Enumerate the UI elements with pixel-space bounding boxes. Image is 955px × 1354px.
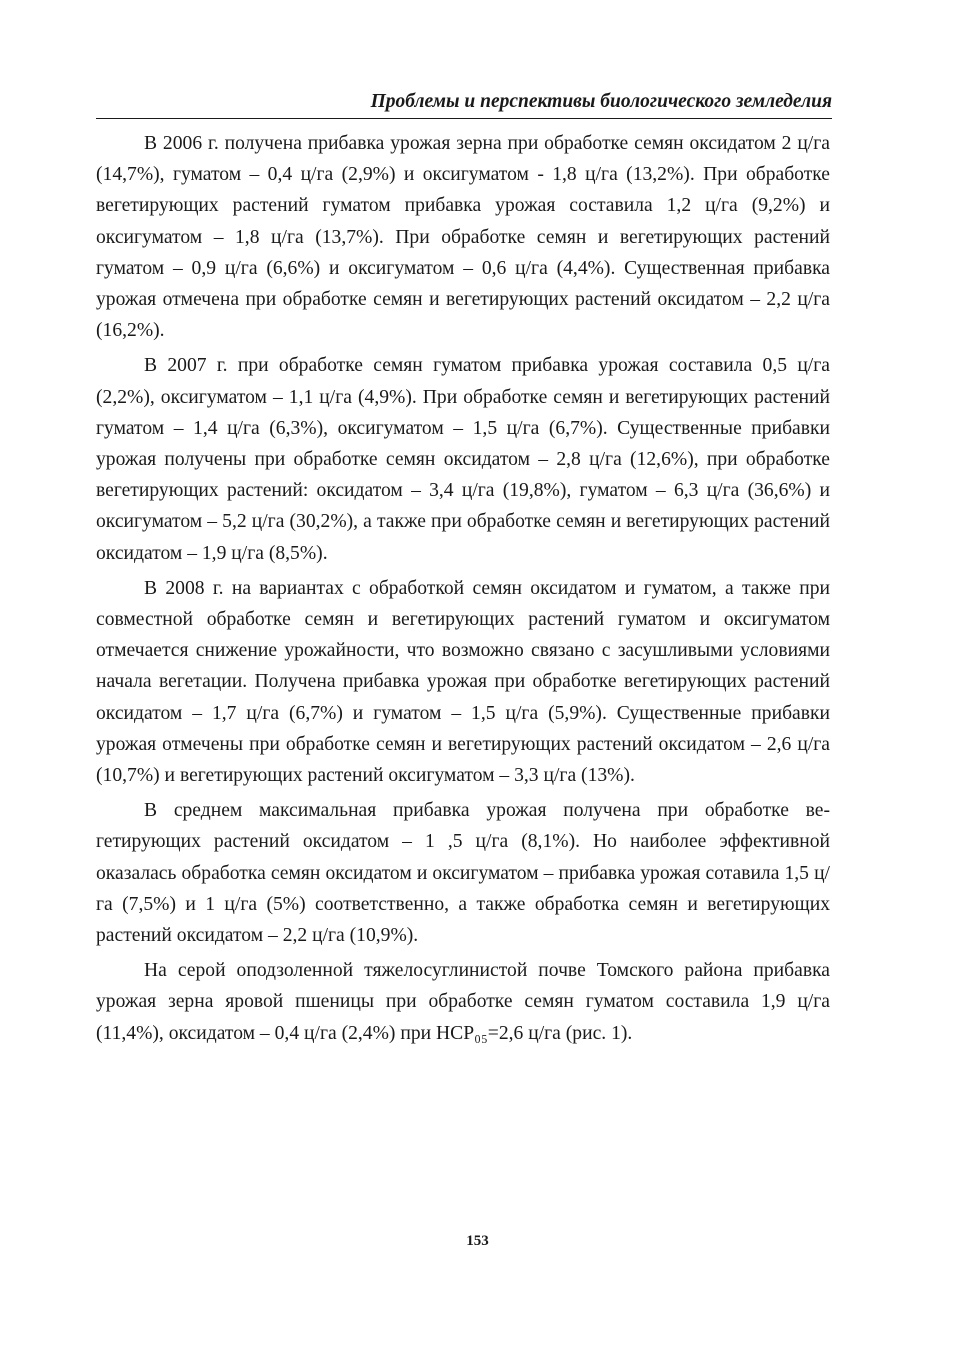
page-number: 153 bbox=[466, 1233, 489, 1249]
paragraph-tomsk: На серой оподзоленной тяжелосуглинистой почве Томского района прибавка урожая зерна яровой пшеницы при обработке семян гуматом составила 1,9 ц/га (11,4%), оксидатом – 0,4 ц/га (2,4%) при НСР₀₅=2,6 ц/га (рис. 1). bbox=[96, 960, 830, 1044]
paragraph-2006: В 2006 г. получена прибавка урожая зерна при обработке семян оксидатом 2 ц/га (14,7%), гуматом – 0,4 ц/га (2,9%) и оксигуматом - 1,8 ц/га (13,2%). При обработке вегетирующих растений гуматом прибавка урожая составила 1,2 ц/га (9,2%) и оксигуматом – 1,8 ц/га (13,7%). При обработке семян и вегетирующих растений гуматом – 0,9 ц/га (6,6%) и оксигуматом – 0,6 ц/га (4,4%). Существенная прибавка урожая отмечена при обработке семян и вегетирующих растений оксидатом – 2,2 ц/га (16,2%). bbox=[96, 133, 830, 342]
body-text bbox=[96, 128, 830, 1053]
paragraph-2008: В 2008 г. на вариантах с обработкой семян оксидатом и гуматом, а также при совместной обработке семян и вегетирующих растений гуматом и оксигуматом отмечается снижение урожайности, что возможно связано с засушливыми условиями начала вегетации. Получена прибавка урожая при обработке вегетирующих растений оксидатом – 1,7 ц/га (6,7%) и гуматом – 1,5 ц/га (5,9%). Существенные прибавки урожая отмечены при обработке семян и вегетирующих растений оксидатом – 2,6 ц/га (10,7%) и вегетирующих растений оксигуматом – 3,3 ц/га (13%). bbox=[96, 577, 830, 787]
running-header: Проблемы и перспективы биологического земледелия bbox=[96, 90, 832, 119]
paragraph-average: В среднем максимальная прибавка урожая получена при обработке вегетирующих растений оксидатом – 1 ,5 ц/га (8,1%). Но наиболее эффективной оказалась обработка семян оксидатом и оксигуматом – прибавка урожая сотавила 1,5 ц/га (7,5%) и 1 ц/га (5%) соответственно, а также обработка семян и вегетирующих растений оксидатом – 2,2 ц/га (10,9%). bbox=[96, 800, 830, 947]
paragraph-2007: В 2007 г. при обработке семян гуматом прибавка урожая составила 0,5 ц/га (2,2%), оксигуматом – 1,1 ц/га (4,9%). При обработке семян и вегетирующих растений гуматом – 1,4 ц/га (6,3%), оксигуматом – 1,5 ц/га (6,7%). Существенные прибавки урожая получены при обработке семян оксидатом – 2,8 ц/га (12,6%), при обработке вегетирующих растений: оксидатом – 3,4 ц/га (19,8%), гуматом – 6,3 ц/га (36,6%) и оксигуматом – 5,2 ц/га (30,2%), а также при обработке семян и вегетирующих растений оксидатом – 1,9 ц/га (8,5%). bbox=[96, 355, 830, 564]
